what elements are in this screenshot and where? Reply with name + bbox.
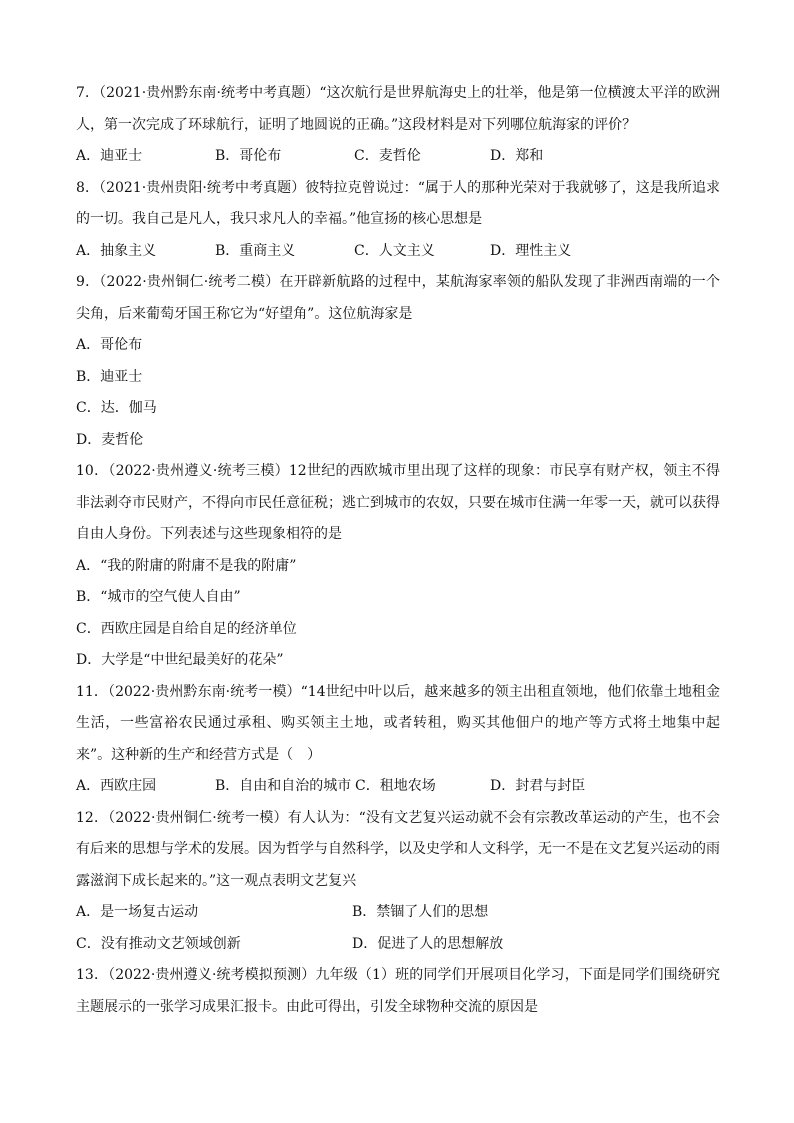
question-12-stem: 12．（2022·贵州铜仁·统考一模）有人认为：“没有文艺复兴运动就不会有宗教改革运动的产生，也不会有后来的思想与学术的发展。因为哲学与自然科学，以及史学和人文科学，无一不是在文艺复兴运动的雨露滋润下成长起来的。”这一观点表明文艺复兴 [76,809,720,889]
question-11-options [76,771,720,803]
question-8-stem: 8．（2021·贵州贵阳·统考中考真题）彼特拉克曾说过：“属于人的那种光荣对于我就够了，这是我所追求的一切。我自己是凡人，我只求凡人的幸福。”他宣扬的核心思想是 [76,179,720,227]
question-13-stem: 13．（2022·贵州遵义·统考模拟预测）九年级（1）班的同学们开展项目化学习，下面是同学们围绕研究主题展示的一张学习成果汇报卡。由此可得出，引发全球物种交流的原因是 [76,967,720,1015]
question-8-options [76,236,720,268]
option-d[interactable]: D．促进了人的思想解放 [352,935,504,952]
option-c[interactable]: C．人文主义 [354,242,435,259]
option-b[interactable]: B．迪亚士 [76,368,143,385]
option-d[interactable]: D．理性主义 [490,242,572,259]
question-11-stem: 11．（2022·贵州黔东南·统考一模）“14世纪中叶以后，越来越多的领主出租直领地，他们依靠土地租金生活，一些富裕农民通过承租、购买领主土地，或者转租，购买其他佃户的地产等方式将土地集中起来”。这种新的生产和经营方式是（ ） [76,683,720,763]
option-b[interactable]: B．自由和自治的城市 [215,778,352,794]
option-d[interactable]: D．大学是“中世纪最美好的花朵” [76,652,284,668]
option-d[interactable]: D．郑和 [490,148,544,164]
option-a[interactable]: A．迪亚士 [76,148,143,164]
option-c[interactable]: C．租地农场 [355,778,436,794]
option-a[interactable]: A．“我的附庸的附庸不是我的附庸” [76,557,297,574]
question-9-stem: 9．（2022·贵州铜仁·统考二模）在开辟新航路的过程中，某航海家率领的船队发现了非洲西南端的一个尖角，后来葡萄牙国王称它为“好望角”。这位航海家是 [76,274,720,322]
option-c[interactable]: C．没有推动文艺领域创新 [76,935,241,952]
question-7-options [76,141,720,173]
option-b[interactable]: B．禁锢了人们的思想 [352,904,489,920]
option-b[interactable]: B．哥伦布 [215,148,282,164]
question-7-stem: 7．（2021·贵州黔东南·统考中考真题）“这次航行是世界航海史上的壮举，他是第一位横渡太平洋的欧洲人，第一次完成了环球航行，证明了地圆说的正确。”这段材料是对下列哪位航海家的评价？ [76,85,720,133]
question-10-stem: 10．（2022·贵州遵义·统考三模）12世纪的西欧城市里出现了这样的现象：市民享有财产权，领主不得非法剥夺市民财产，不得向市民任意征税；逃亡到城市的农奴，只要在城市住满一年零一天，就可以获得自由人身份。下列表述与这些现象相符的是 [76,463,720,542]
option-a[interactable]: A．是一场复古运动 [76,904,199,920]
option-c[interactable]: C．麦哲伦 [354,148,421,164]
option-d[interactable]: D．麦哲伦 [76,431,144,448]
option-a[interactable]: A．西欧庄园 [76,778,157,794]
exam-page [76,78,720,1023]
option-a[interactable]: A．哥伦布 [76,337,143,353]
option-d[interactable]: D．封君与封臣 [490,778,586,794]
option-b[interactable]: B．“城市的空气使人自由” [76,589,241,605]
question-12-options-row-1 [76,897,720,929]
option-b[interactable]: B．重商主义 [215,242,296,259]
question-12-options-row-2 [76,929,720,961]
option-c[interactable]: C．达．伽马 [76,400,157,416]
option-c[interactable]: C．西欧庄园是自给自足的经济单位 [76,620,297,637]
option-a[interactable]: A．抽象主义 [76,242,157,259]
